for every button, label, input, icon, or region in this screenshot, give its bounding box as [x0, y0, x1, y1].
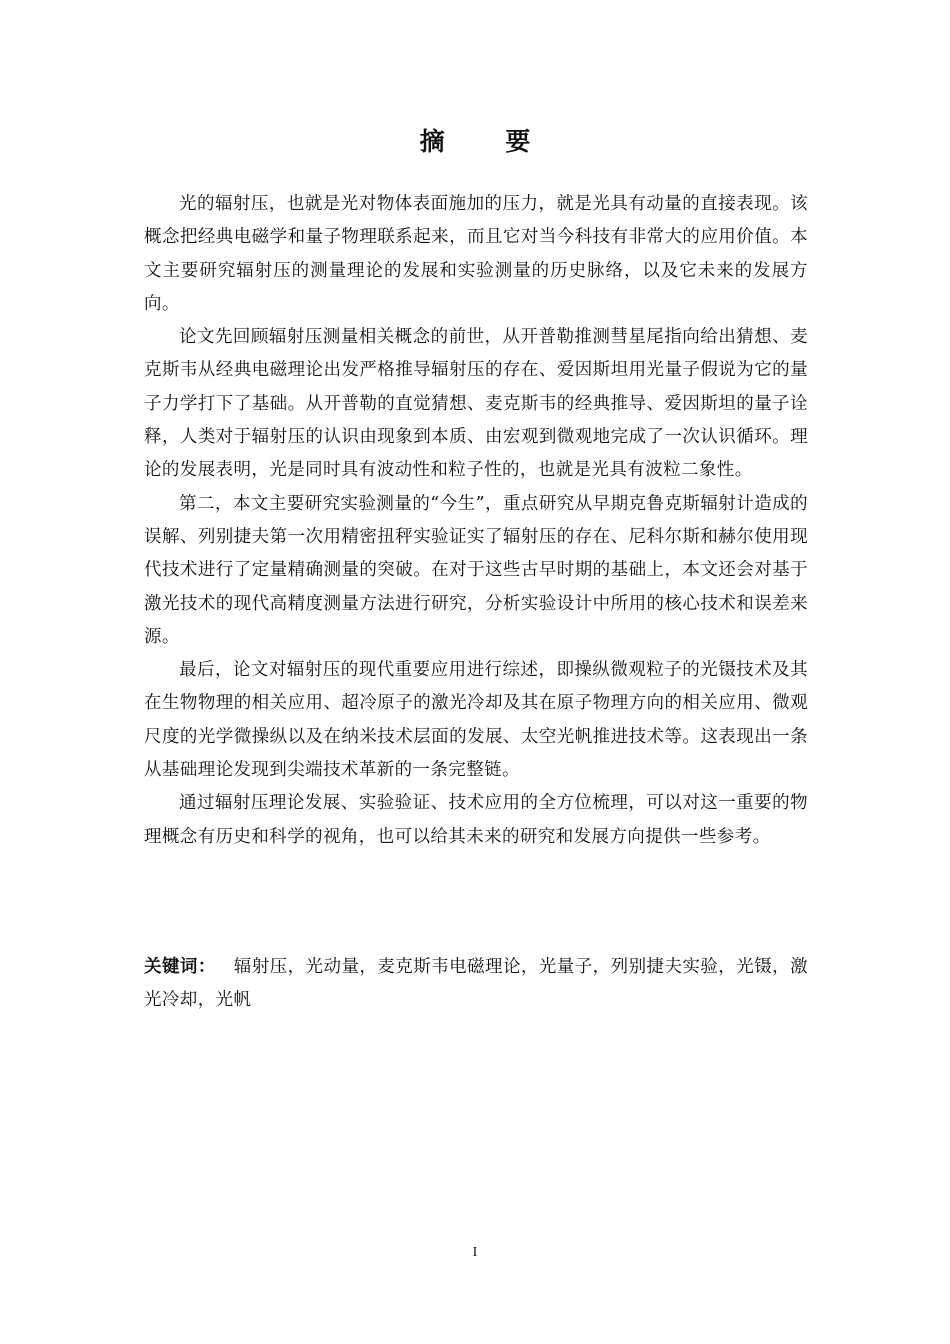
paragraph-5: 通过辐射压理论发展、实验验证、技术应用的全方位梳理，可以对这一重要的物理概念有历史和科学的视角，也可以给其未来的研究和发展方向提供一些参考。: [144, 793, 808, 847]
paragraph-2: 论文先回顾辐射压测量相关概念的前世，从开普勒推测彗星尾指向给出猜想、麦克斯韦从经典电磁理论出发严格推导辐射压的存在、爱因斯坦用光量子假说为它的量子力学打下了基础。从开普勒的直觉猜想、麦克斯韦的经典推导、爱因斯坦的量子诠释，人类对于辐射压的认识由现象到本质、由宏观到微观地完成了一次认识循环。理论的发展表明，光是同时具有波动性和粒子性的，也就是光具有波粒二象性。: [144, 327, 808, 481]
keywords-label: 关键词：: [144, 957, 216, 977]
paragraph-4: 最后，论文对辐射压的现代重要应用进行综述，即操纵微观粒子的光镊技术及其在生物物理的相关应用、超冷原子的激光冷却及其在原子物理方向的相关应用、微观尺度的光学微操纵以及在纳米技术层面的发展、太空光帆推进技术等。这表现出一条从基础理论发现到尖端技术革新的一条完整链。: [144, 660, 808, 781]
keywords-section: [144, 951, 808, 1017]
abstract-body: [144, 188, 808, 854]
keywords-text: 辐射压，光动量，麦克斯韦电磁理论，光量子，列别捷夫实验，光镊，激光冷却，光帆: [144, 957, 808, 1010]
abstract-title: 摘 要: [419, 127, 557, 156]
paragraph-3: 第二，本文主要研究实验测量的“今生”，重点研究从早期克鲁克斯辐射计造成的误解、列别捷夫第一次用精密扭秤实验证实了辐射压的存在、尼科尔斯和赫尔使用现代技术进行了定量精确测量的突破。在对于这些古早时期的基础上，本文还会对基于激光技术的现代高精度测量方法进行研究，分析实验设计中所用的核心技术和误差来源。: [144, 493, 808, 647]
paragraph-1: 光的辐射压，也就是光对物体表面施加的压力，就是光具有动量的直接表现。该概念把经典电磁学和量子物理联系起来，而且它对当今科技有非常大的应用价值。本文主要研究辐射压的测量理论的发展和实验测量的历史脉络，以及它未来的发展方向。: [144, 194, 808, 314]
page-number: I: [472, 1245, 478, 1260]
